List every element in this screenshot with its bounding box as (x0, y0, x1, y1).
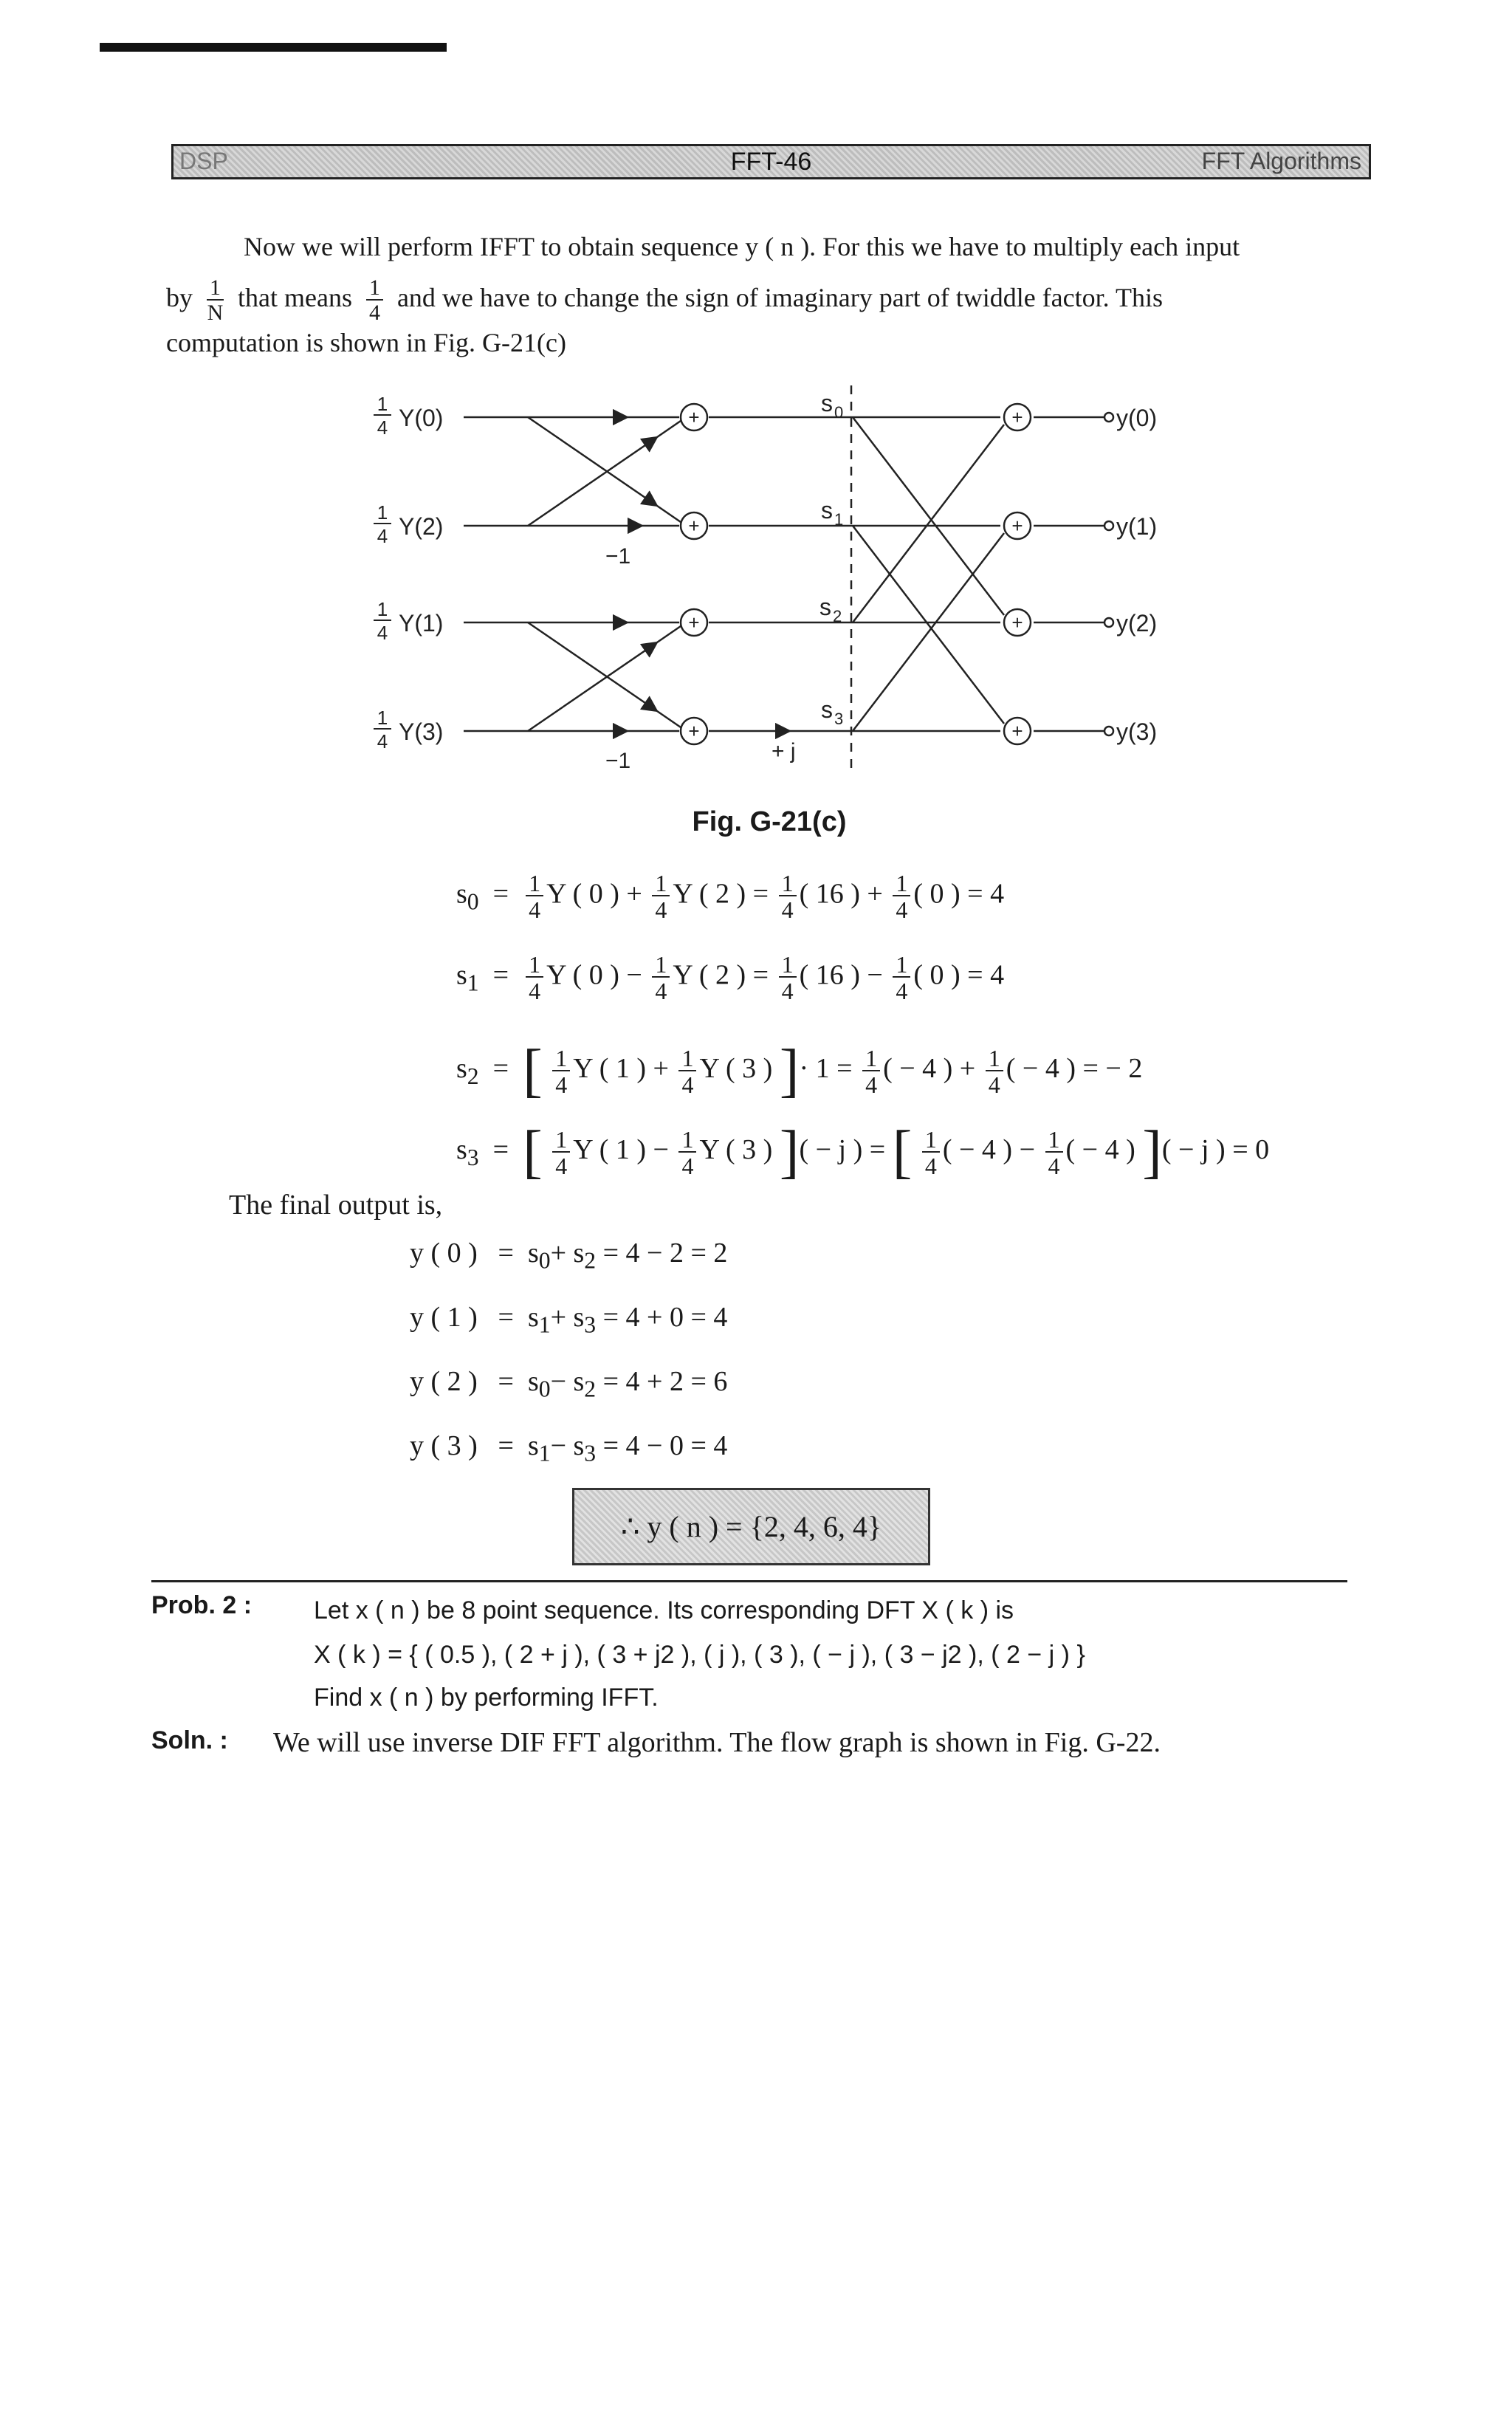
output-terminal (1104, 618, 1113, 627)
svg-text:s: s (821, 696, 833, 723)
svg-text:2: 2 (833, 607, 842, 625)
input-label-Y1 (374, 598, 443, 644)
plus-sign: + (1011, 611, 1023, 634)
output-label-y1: y(1) (1116, 513, 1158, 540)
svg-text:s: s (819, 594, 831, 620)
plus-sign: + (1011, 720, 1023, 742)
svg-text:Y(2): Y(2) (399, 513, 444, 540)
multiplier-minus-one: −1 (605, 544, 631, 569)
soln-label: Soln. : (151, 1726, 228, 1754)
plus-sign: + (688, 720, 700, 742)
svg-text:4: 4 (377, 416, 388, 439)
svg-text:Y(0): Y(0) (399, 405, 444, 431)
output-label-y3: y(3) (1116, 718, 1158, 745)
header-right-tag: FFT Algorithms (1201, 148, 1361, 174)
svg-text:1: 1 (377, 707, 388, 729)
svg-text:1: 1 (377, 598, 388, 620)
node-s1 (821, 497, 843, 529)
section-divider (151, 1580, 1347, 1582)
node-s3 (821, 696, 843, 728)
svg-text:0: 0 (834, 403, 844, 422)
result-text: ∴ y ( n ) = {2, 4, 6, 4} (620, 1510, 882, 1543)
svg-text:1: 1 (377, 393, 388, 415)
final-row-y1: y ( 1 ) = $s_1+ s_3 = 4 + 0 = 4$ (410, 1302, 728, 1338)
plus-sign: + (688, 515, 700, 537)
final-row-y0: y ( 0 ) = $s_0+ s_2 = 4 - 2 = 2$ (410, 1238, 728, 1274)
plus-sign: + (1011, 515, 1023, 537)
intro-line-3: computation is shown in Fig. G-21(c) (166, 327, 566, 357)
multiplier-minus-one: −1 (605, 749, 631, 773)
intro-that-means: that means (238, 283, 352, 312)
svg-text:Y(3): Y(3) (399, 718, 444, 745)
prob-line-3: Find x ( n ) by performing IFFT. (314, 1684, 659, 1712)
equation-s0: $s_0$ = $\frac{1}{4}$ Y ( 0 ) + $\frac{1}{4}$ Y ( 2 ) = $\frac{1}{4}$ ( 16 ) + $\frac{1}{4}$ ( 0 ) = 4 (456, 870, 1005, 923)
equation-s3: $s_3$ = [ $\frac{1}{4}$ Y ( 1 ) − $\frac{1}{4}$ Y ( 3 ) ]( − j ) = [ $\frac{1}{4}$ ( − 4 ) − $\frac{1}{4}$ ( − 4 ) ]( − j ) = 0 (456, 1119, 1270, 1184)
node-s2 (819, 594, 842, 625)
svg-text:1: 1 (834, 510, 844, 529)
output-label-y2: y(2) (1116, 610, 1158, 636)
prob-line-1: Let x ( n ) be 8 point sequence. Its corresponding DFT X ( k ) is (314, 1596, 1014, 1624)
intro-by: by (166, 283, 193, 312)
equation-s2: $s_2$ = [ $\frac{1}{4}$ Y ( 1 ) + $\frac{1}{4}$ Y ( 3 ) ]· 1 = $\frac{1}{4}$ ( − 4 ) + $\frac{1}{4}$ ( − 4 ) = − 2 (456, 1038, 1143, 1103)
input-label-Y3 (374, 707, 443, 752)
svg-text:4: 4 (377, 730, 388, 752)
output-label-y0: y(0) (1116, 405, 1158, 431)
output-terminal (1104, 413, 1113, 422)
output-terminal (1104, 521, 1113, 530)
output-terminal (1104, 727, 1113, 735)
result-box (572, 1488, 930, 1565)
input-label-Y0 (374, 393, 443, 439)
final-row-y3: y ( 3 ) = $s_1- s_3 = 4 - 0 = 4$ (410, 1430, 728, 1466)
page-number-label: FFT-46 (730, 148, 812, 176)
plus-sign: + (1011, 406, 1023, 428)
svg-text:s: s (821, 390, 833, 416)
svg-text:3: 3 (834, 710, 844, 728)
figure-caption: Fig. G-21(c) (692, 806, 847, 837)
svg-text:Y(1): Y(1) (399, 610, 444, 636)
header-left-tag: DSP (179, 148, 228, 174)
plus-sign: + (688, 611, 700, 634)
multiplier-plus-j: + j (772, 739, 796, 763)
svg-text:s: s (821, 497, 833, 524)
fraction-1-over-N: $\frac{1}{N}$ (207, 275, 224, 325)
intro-line-1: Now we will perform IFFT to obtain sequence y ( n ). For this we have to multiply each input (244, 232, 1240, 261)
equation-s1: $s_1$ = $\frac{1}{4}$ Y ( 0 ) − $\frac{1}{4}$ Y ( 2 ) = $\frac{1}{4}$ ( 16 ) − $\frac{1}{4}$ ( 0 ) = 4 (456, 951, 1005, 1004)
final-output-label: The final output is, (229, 1190, 443, 1221)
prob-line-2: X ( k ) = { ( 0.5 ), ( 2 + j ), ( 3 + j2 ), ( j ), ( 3 ), ( − j ), ( 3 − j2 ), ( 2 − j ) } (314, 1641, 1085, 1669)
svg-text:4: 4 (377, 622, 388, 644)
fraction-1-over-4: $\frac{1}{4}$ (366, 277, 383, 324)
intro-line-2-rest: and we have to change the sign of imaginary part of twiddle factor. This (396, 283, 1163, 312)
final-row-y2: y ( 2 ) = $s_0- s_2 = 4 + 2 = 6$ (410, 1366, 728, 1402)
soln-text: We will use inverse DIF FFT algorithm. The flow graph is shown in Fig. G-22. (273, 1727, 1161, 1758)
ifft-flow-graph (0, 0, 1512, 837)
input-label-Y2 (374, 501, 443, 547)
svg-text:1: 1 (377, 501, 388, 524)
plus-sign: + (688, 406, 700, 428)
prob-label: Prob. 2 : (151, 1591, 252, 1619)
svg-text:4: 4 (377, 525, 388, 547)
